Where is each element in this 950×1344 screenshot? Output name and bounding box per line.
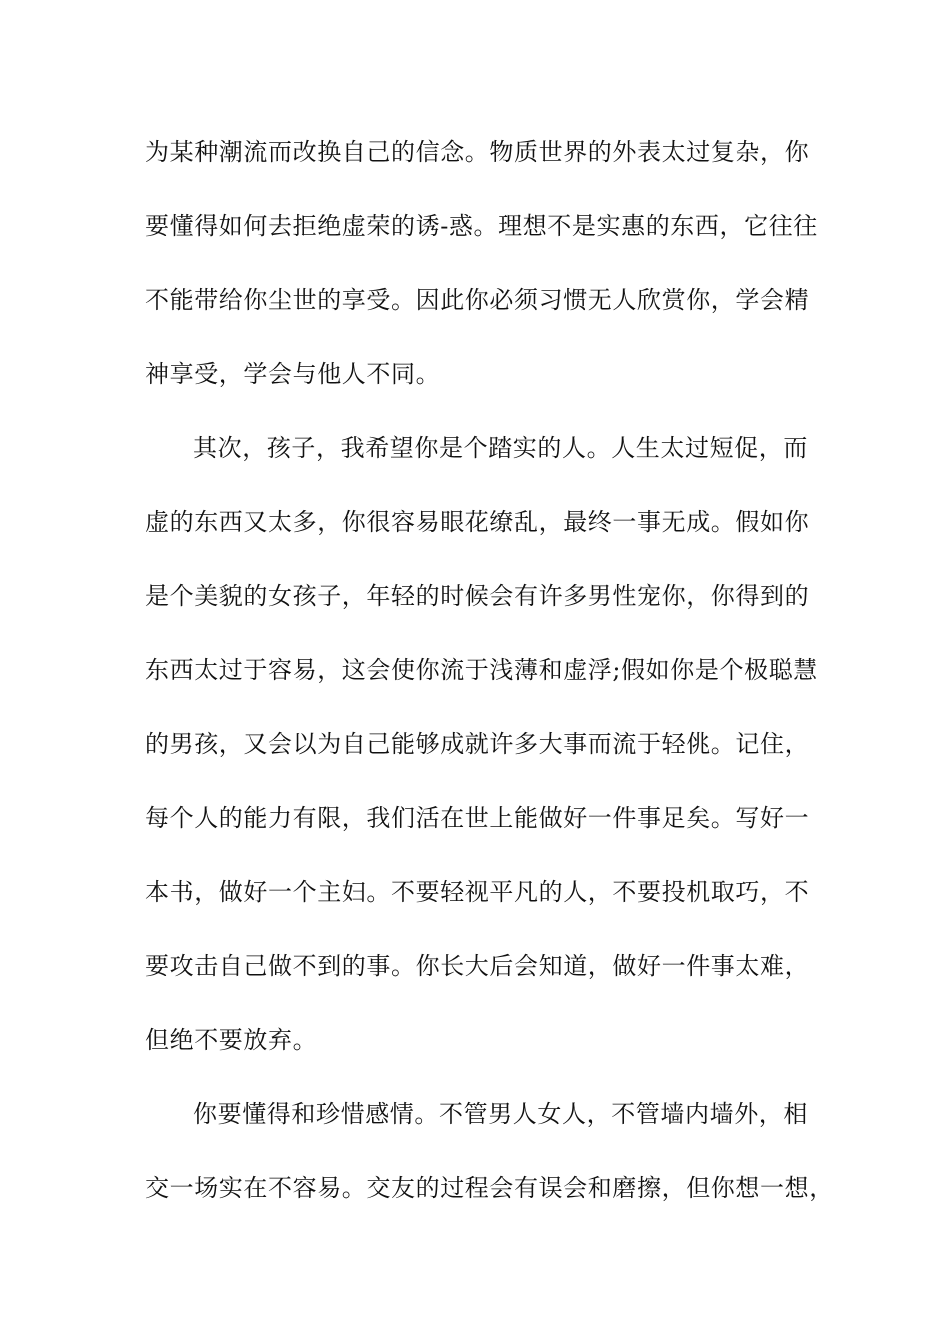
text-line: 虚的东西又太多，你很容易眼花缭乱，最终一事无成。假如你 <box>145 508 810 536</box>
text-line: 不能带给你尘世的享受。因此你必须习惯无人欣赏你，学会精 <box>145 286 810 314</box>
text-line: 交一场实在不容易。交友的过程会有误会和磨擦，但你想一想， <box>145 1174 834 1202</box>
text-line: 本书，做好一个主妇。不要轻视平凡的人，不要投机取巧，不 <box>145 878 810 906</box>
text-line: 为某种潮流而改换自己的信念。物质世界的外表太过复杂，你 <box>145 138 810 166</box>
text-line: 但绝不要放弃。 <box>145 1026 318 1054</box>
text-line: 东西太过于容易，这会使你流于浅薄和虚浮;假如你是个极聪慧 <box>145 656 818 684</box>
text-line: 的男孩，又会以为自己能够成就许多大事而流于轻佻。记住， <box>145 730 810 758</box>
text-line: 是个美貌的女孩子，年轻的时候会有许多男性宠你，你得到的 <box>145 582 810 610</box>
text-line: 要攻击自己做不到的事。你长大后会知道，做好一件事太难， <box>145 952 810 980</box>
text-line: 每个人的能力有限，我们活在世上能做好一件事足矣。写好一 <box>145 804 810 832</box>
text-line: 神享受，学会与他人不同。 <box>145 360 441 388</box>
text-line: 要懂得如何去拒绝虚荣的诱-惑。理想不是实惠的东西，它往往 <box>145 212 818 240</box>
paragraph-first-line: 其次，孩子，我希望你是个踏实的人。人生太过短促，而 <box>193 434 808 462</box>
paragraph-first-line: 你要懂得和珍惜感情。不管男人女人，不管墙内墙外，相 <box>193 1100 808 1128</box>
